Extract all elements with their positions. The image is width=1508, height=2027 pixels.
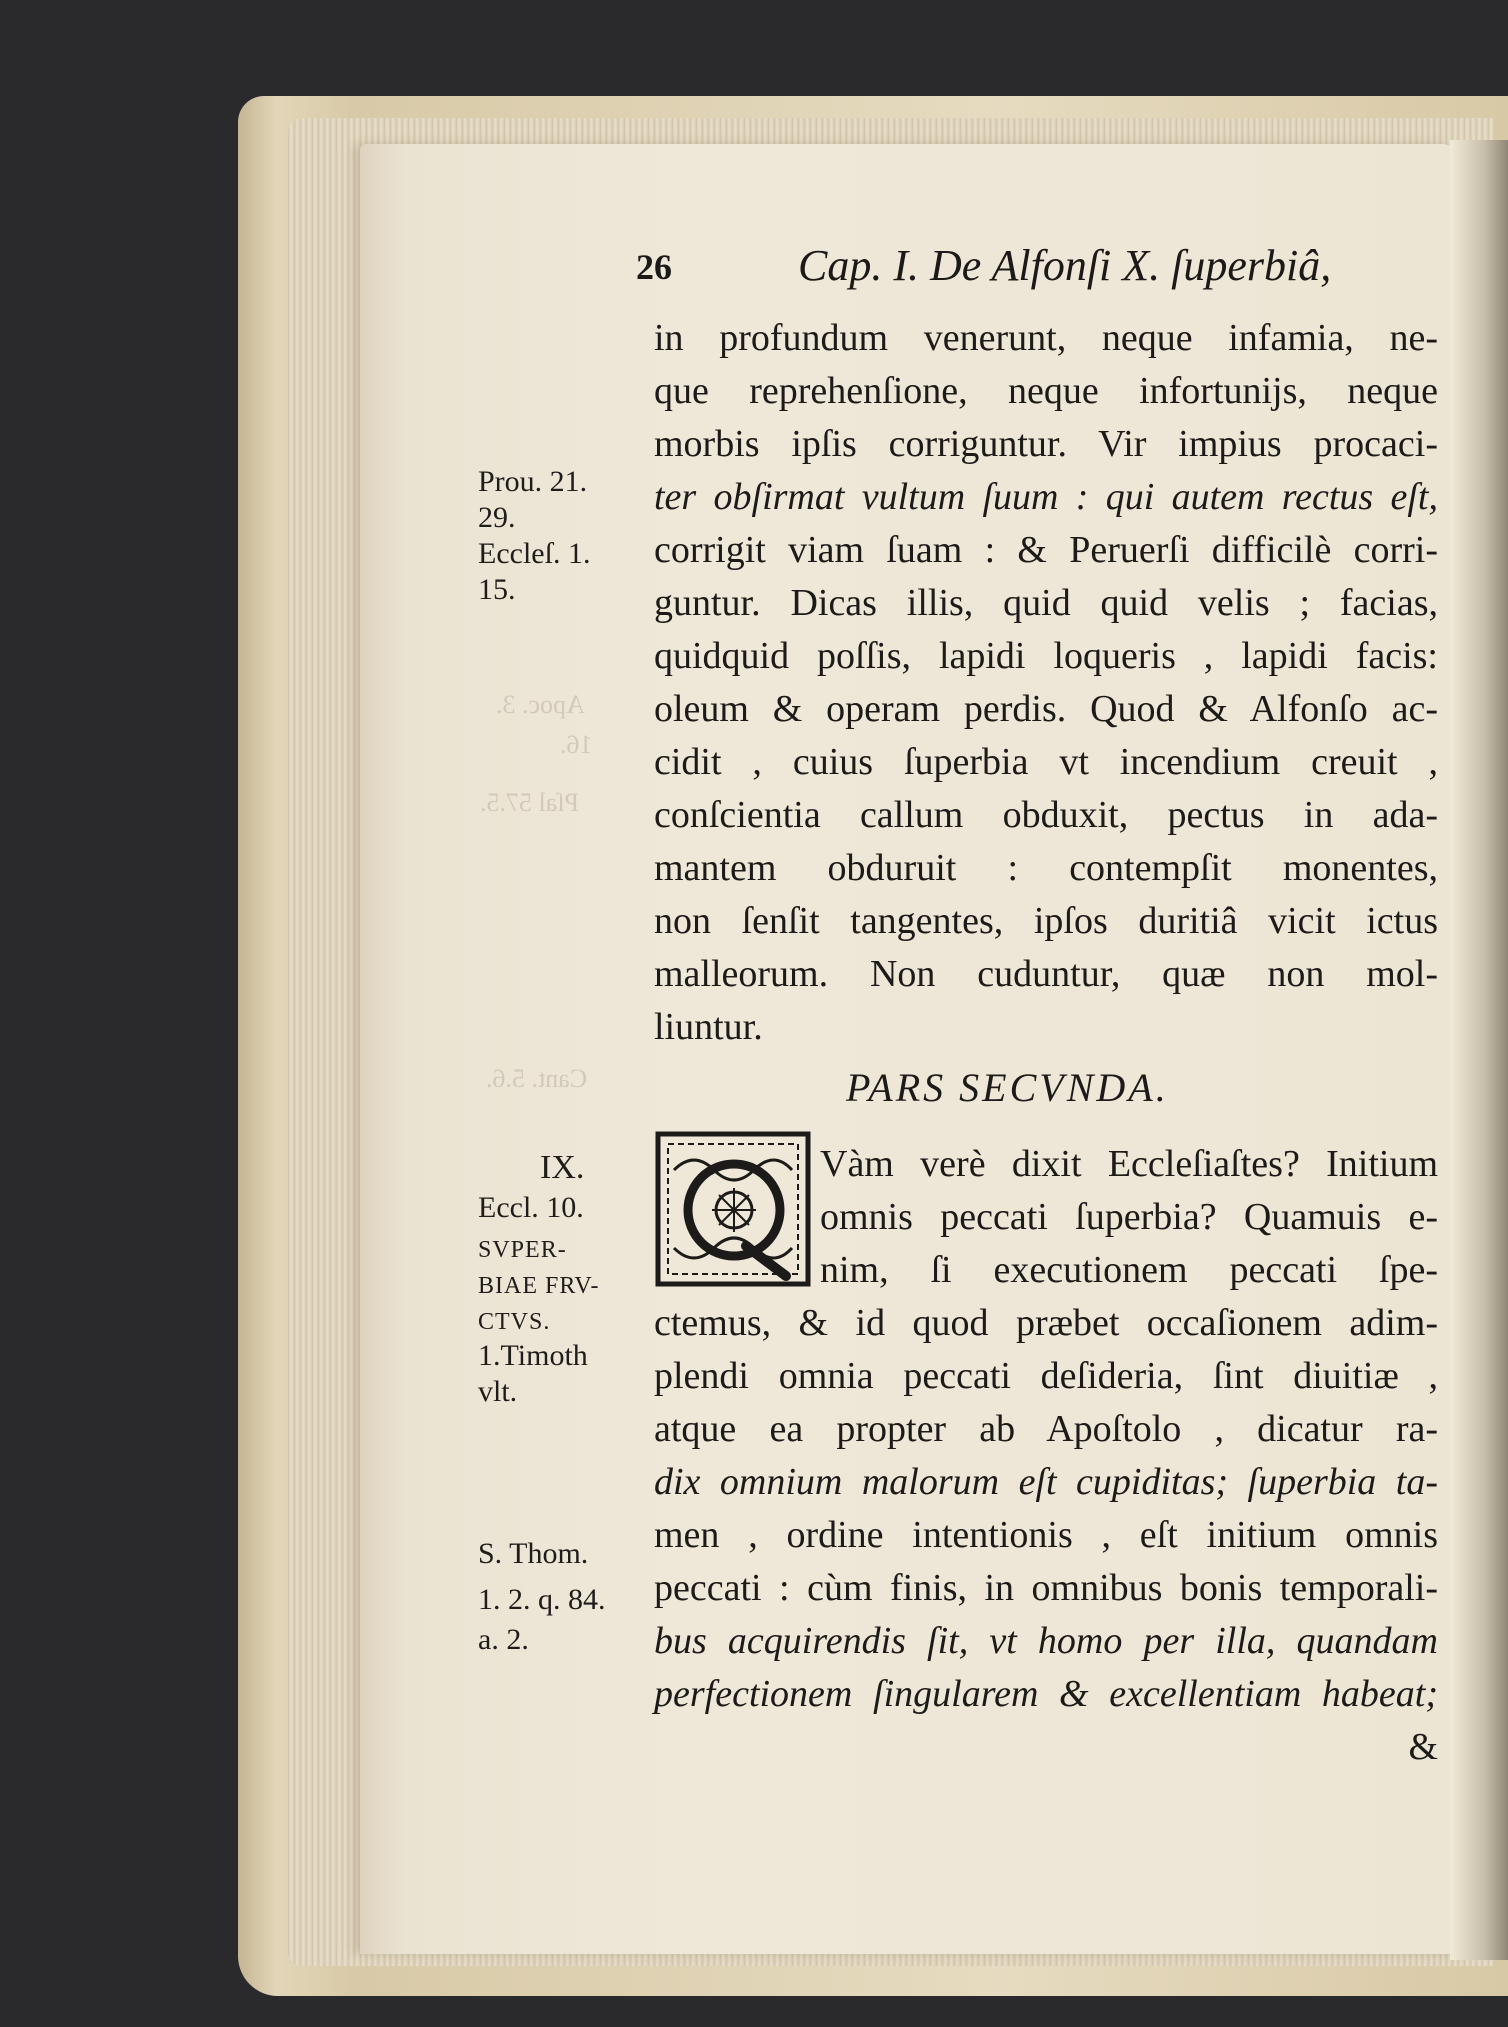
margin-note: BIAE FRV- <box>478 1273 600 1299</box>
text-line: mantem obduruit : contempſit monentes, <box>654 847 1438 889</box>
text-line: omnis peccati ſuperbia? Quamuis e- <box>820 1196 1438 1238</box>
text-line: que reprehenſione, neque infortunijs, neque <box>654 370 1438 412</box>
show-through-note: Cant. 5.6. <box>486 1064 588 1093</box>
text-line: in profundum venerunt, neque infamia, ne- <box>654 317 1438 359</box>
margin-note: a. 2. <box>478 1623 529 1656</box>
book-gutter <box>1450 140 1508 1960</box>
text-line: morbis ipſis corriguntur. Vir impius procaci- <box>654 423 1438 465</box>
text-line: bus acquirendis ſit, vt homo per illa, quandam <box>654 1620 1438 1662</box>
text-line: ter obſirmat vultum ſuum : qui autem rectus eſt, <box>654 476 1438 518</box>
margin-note: S. Thom. <box>478 1537 589 1570</box>
text-line: ctemus, & id quod præbet occaſionem adim- <box>654 1302 1438 1344</box>
margin-note: vlt. <box>478 1375 518 1408</box>
body-text-initial <box>820 1138 1438 1297</box>
text-line: cidit , cuius ſuperbia vt incendium creuit , <box>654 741 1438 783</box>
ornamental-initial-q <box>654 1130 812 1288</box>
margin-note: Eccleſ. 1. <box>478 537 591 570</box>
running-head <box>636 240 1456 300</box>
text-line: dix omnium malorum eſt cupiditas; ſuperbia ta- <box>654 1461 1438 1503</box>
margin-note: Eccl. 10. <box>478 1191 584 1224</box>
show-through-note: Apoc. 3. <box>496 690 585 719</box>
margin-note: 29. <box>478 501 516 534</box>
text-line: Vàm verè dixit Eccleſiaſtes? Initium <box>820 1143 1438 1185</box>
text-line: corrigit viam ſuam : & Peruerſi difficilè corri- <box>654 529 1438 571</box>
margin-note: CTVS. <box>478 1309 551 1335</box>
text-line: liuntur. <box>654 1006 763 1048</box>
text-line: conſcientia callum obduxit, pectus in ada- <box>654 794 1438 836</box>
catchword: & <box>1408 1726 1438 1768</box>
running-title: Cap. I. De Alfonſi X. ſuperbiâ, <box>798 241 1332 290</box>
margin-note: 1. 2. q. 84. <box>478 1583 606 1616</box>
margin-note: Prou. 21. <box>478 465 588 498</box>
margin-note: IX. <box>540 1149 585 1186</box>
text-line: perfectionem ſingularem & excellentiam habeat; <box>654 1673 1438 1715</box>
body-text-bottom <box>654 1297 1438 1774</box>
show-through-note: Pſal 57.5. <box>480 788 579 817</box>
text-line: non ſenſit tangentes, ipſos duritiâ vicit ictus <box>654 900 1438 942</box>
text-line: peccati : cùm finis, in omnibus bonis temporali- <box>654 1567 1438 1609</box>
text-line: men , ordine intentionis , eſt initium omnis <box>654 1514 1438 1556</box>
show-through-note: 16. <box>560 730 593 759</box>
margin-note: 15. <box>478 573 516 606</box>
text-line: guntur. Dicas illis, quid quid velis ; facias, <box>654 582 1438 624</box>
text-line: atque ea propter ab Apoſtolo , dicatur ra- <box>654 1408 1438 1450</box>
text-line: plendi omnia peccati deſideria, ſint diuitiæ , <box>654 1355 1438 1397</box>
margin-note: 1.Timoth <box>478 1339 588 1372</box>
margin-note: SVPER- <box>478 1237 567 1263</box>
text-line: malleorum. Non cuduntur, quæ non mol- <box>654 953 1438 995</box>
body-text-top <box>654 312 1438 1054</box>
page-number: 26 <box>636 247 672 287</box>
text-line: quidquid poſſis, lapidi loqueris , lapidi facis: <box>654 635 1438 677</box>
text-line: nim, ſi executionem peccati ſpe- <box>820 1249 1438 1291</box>
section-heading: PARS SECVNDA. <box>846 1065 1169 1110</box>
text-line: oleum & operam perdis. Quod & Alfonſo ac- <box>654 688 1438 730</box>
